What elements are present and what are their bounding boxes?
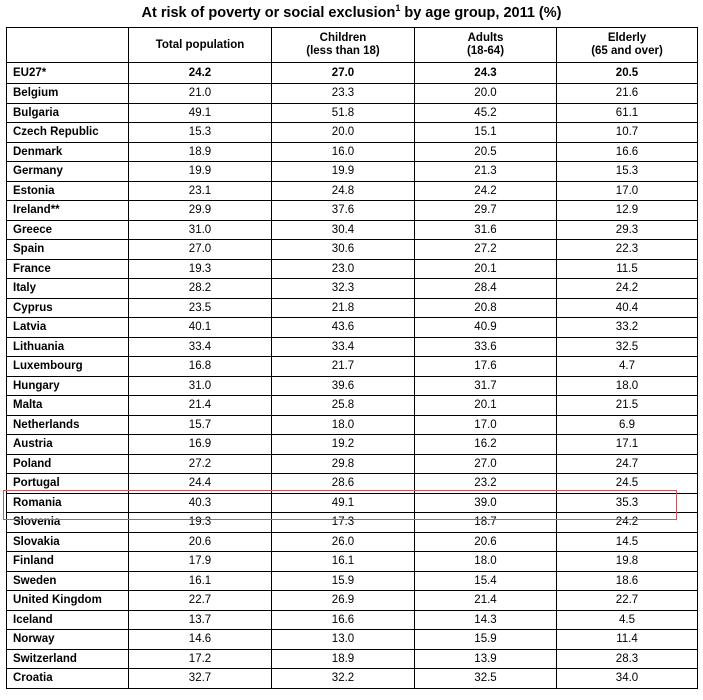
country-cell: Spain [7,240,129,260]
value-cell: 37.6 [272,201,415,221]
table-row [7,396,698,416]
value-cell: 16.9 [129,435,272,455]
table-row [7,571,698,591]
table-row [7,63,698,84]
country-cell: Hungary [7,376,129,396]
table-row [7,337,698,357]
value-cell: 51.8 [272,103,415,123]
value-cell: 21.4 [415,591,557,611]
title-text: At risk of poverty or social exclusion [141,5,396,21]
table-row [7,240,698,260]
value-cell: 17.0 [557,181,698,201]
value-cell: 40.3 [129,493,272,513]
table-row [7,669,698,689]
country-cell: Latvia [7,318,129,338]
value-cell: 24.2 [557,513,698,533]
table-row [7,259,698,279]
country-cell: Sweden [7,571,129,591]
value-cell: 26.0 [272,532,415,552]
value-cell: 23.3 [272,84,415,104]
value-cell: 13.0 [272,630,415,650]
country-cell: Austria [7,435,129,455]
header-adults: Adults (18-64) [415,28,557,63]
value-cell: 20.5 [415,142,557,162]
value-cell: 33.4 [129,337,272,357]
value-cell: 17.6 [415,357,557,377]
value-cell: 19.3 [129,513,272,533]
value-cell: 15.3 [557,162,698,182]
table-row [7,84,698,104]
value-cell: 19.2 [272,435,415,455]
value-cell: 14.5 [557,532,698,552]
country-cell: Czech Republic [7,123,129,143]
value-cell: 35.3 [557,493,698,513]
country-cell: Greece [7,220,129,240]
country-cell: Romania [7,493,129,513]
value-cell: 28.3 [557,649,698,669]
value-cell: 16.2 [415,435,557,455]
country-cell: Switzerland [7,649,129,669]
table-title [0,4,703,22]
value-cell: 32.5 [557,337,698,357]
value-cell: 27.2 [415,240,557,260]
country-cell: Estonia [7,181,129,201]
value-cell: 20.6 [129,532,272,552]
country-cell: Italy [7,279,129,299]
table-row [7,454,698,474]
value-cell: 29.8 [272,454,415,474]
value-cell: 25.8 [272,396,415,416]
country-cell: Denmark [7,142,129,162]
value-cell: 11.4 [557,630,698,650]
value-cell: 17.3 [272,513,415,533]
poverty-table [6,27,698,689]
value-cell: 23.5 [129,298,272,318]
country-cell: Ireland** [7,201,129,221]
value-cell: 21.4 [129,396,272,416]
value-cell: 32.5 [415,669,557,689]
value-cell: 49.1 [129,103,272,123]
value-cell: 27.2 [129,454,272,474]
value-cell: 16.0 [272,142,415,162]
value-cell: 32.2 [272,669,415,689]
value-cell: 32.3 [272,279,415,299]
value-cell: 27.0 [415,454,557,474]
value-cell: 24.2 [557,279,698,299]
value-cell: 18.6 [557,571,698,591]
value-cell: 33.4 [272,337,415,357]
value-cell: 29.9 [129,201,272,221]
country-cell: Netherlands [7,415,129,435]
value-cell: 18.0 [272,415,415,435]
value-cell: 17.2 [129,649,272,669]
table-row [7,279,698,299]
country-cell: Norway [7,630,129,650]
country-cell: Croatia [7,669,129,689]
country-cell: Poland [7,454,129,474]
value-cell: 19.9 [272,162,415,182]
value-cell: 16.6 [272,610,415,630]
table-row [7,357,698,377]
country-cell: Luxembourg [7,357,129,377]
header-country [7,28,129,63]
table-row [7,220,698,240]
table-row [7,630,698,650]
value-cell: 17.1 [557,435,698,455]
value-cell: 30.4 [272,220,415,240]
value-cell: 22.7 [129,591,272,611]
value-cell: 18.9 [129,142,272,162]
value-cell: 20.1 [415,396,557,416]
table-row [7,123,698,143]
table-row [7,142,698,162]
value-cell: 40.1 [129,318,272,338]
title-footnote-marker: 1 [395,3,401,14]
value-cell: 15.9 [415,630,557,650]
value-cell: 18.7 [415,513,557,533]
value-cell: 16.6 [557,142,698,162]
value-cell: 12.9 [557,201,698,221]
value-cell: 20.0 [415,84,557,104]
title-suffix: by age group, 2011 (%) [400,5,562,21]
header-total-population: Total population [129,28,272,63]
value-cell: 30.6 [272,240,415,260]
table-row [7,435,698,455]
value-cell: 22.3 [557,240,698,260]
value-cell: 4.5 [557,610,698,630]
table-row [7,552,698,572]
table-row [7,415,698,435]
country-cell: United Kingdom [7,591,129,611]
value-cell: 4.7 [557,357,698,377]
value-cell: 16.1 [272,552,415,572]
value-cell: 19.3 [129,259,272,279]
value-cell: 31.0 [129,376,272,396]
value-cell: 6.9 [557,415,698,435]
value-cell: 13.7 [129,610,272,630]
value-cell: 24.2 [129,63,272,84]
value-cell: 31.0 [129,220,272,240]
value-cell: 29.7 [415,201,557,221]
table-row [7,298,698,318]
value-cell: 39.0 [415,493,557,513]
value-cell: 28.6 [272,474,415,494]
table-row [7,162,698,182]
value-cell: 33.6 [415,337,557,357]
table-row [7,181,698,201]
value-cell: 15.3 [129,123,272,143]
value-cell: 31.7 [415,376,557,396]
value-cell: 26.9 [272,591,415,611]
country-cell: Slovenia [7,513,129,533]
value-cell: 24.4 [129,474,272,494]
value-cell: 19.8 [557,552,698,572]
table-row [7,493,698,513]
value-cell: 21.0 [129,84,272,104]
value-cell: 20.6 [415,532,557,552]
table-row [7,610,698,630]
value-cell: 18.0 [557,376,698,396]
table-row [7,318,698,338]
value-cell: 39.6 [272,376,415,396]
table-row [7,201,698,221]
header-row [7,28,698,63]
value-cell: 23.0 [272,259,415,279]
value-cell: 20.8 [415,298,557,318]
value-cell: 15.4 [415,571,557,591]
value-cell: 40.4 [557,298,698,318]
value-cell: 20.1 [415,259,557,279]
value-cell: 20.0 [272,123,415,143]
country-cell: Belgium [7,84,129,104]
table-row [7,532,698,552]
table-body [7,63,698,689]
country-cell: EU27* [7,63,129,84]
country-cell: Malta [7,396,129,416]
value-cell: 43.6 [272,318,415,338]
value-cell: 18.0 [415,552,557,572]
header-elderly: Elderly (65 and over) [557,28,698,63]
table-row [7,513,698,533]
value-cell: 34.0 [557,669,698,689]
value-cell: 28.4 [415,279,557,299]
header-children: Children (less than 18) [272,28,415,63]
value-cell: 31.6 [415,220,557,240]
value-cell: 16.1 [129,571,272,591]
value-cell: 21.3 [415,162,557,182]
value-cell: 21.8 [272,298,415,318]
country-cell: Lithuania [7,337,129,357]
value-cell: 15.7 [129,415,272,435]
value-cell: 19.9 [129,162,272,182]
value-cell: 27.0 [272,63,415,84]
value-cell: 23.2 [415,474,557,494]
country-cell: Iceland [7,610,129,630]
value-cell: 16.8 [129,357,272,377]
value-cell: 14.3 [415,610,557,630]
table-row [7,103,698,123]
value-cell: 15.9 [272,571,415,591]
value-cell: 14.6 [129,630,272,650]
value-cell: 20.5 [557,63,698,84]
value-cell: 61.1 [557,103,698,123]
value-cell: 22.7 [557,591,698,611]
table-row [7,376,698,396]
country-cell: Slovakia [7,532,129,552]
value-cell: 40.9 [415,318,557,338]
value-cell: 27.0 [129,240,272,260]
value-cell: 17.9 [129,552,272,572]
country-cell: Cyprus [7,298,129,318]
value-cell: 23.1 [129,181,272,201]
value-cell: 24.8 [272,181,415,201]
value-cell: 21.5 [557,396,698,416]
value-cell: 49.1 [272,493,415,513]
value-cell: 21.6 [557,84,698,104]
value-cell: 24.7 [557,454,698,474]
country-cell: France [7,259,129,279]
value-cell: 24.2 [415,181,557,201]
value-cell: 24.3 [415,63,557,84]
value-cell: 15.1 [415,123,557,143]
table-row [7,474,698,494]
country-cell: Finland [7,552,129,572]
value-cell: 13.9 [415,649,557,669]
value-cell: 45.2 [415,103,557,123]
value-cell: 32.7 [129,669,272,689]
country-cell: Bulgaria [7,103,129,123]
value-cell: 29.3 [557,220,698,240]
value-cell: 18.9 [272,649,415,669]
value-cell: 17.0 [415,415,557,435]
value-cell: 24.5 [557,474,698,494]
value-cell: 21.7 [272,357,415,377]
value-cell: 11.5 [557,259,698,279]
value-cell: 28.2 [129,279,272,299]
value-cell: 33.2 [557,318,698,338]
table-row [7,649,698,669]
value-cell: 10.7 [557,123,698,143]
country-cell: Germany [7,162,129,182]
country-cell: Portugal [7,474,129,494]
table-row [7,591,698,611]
